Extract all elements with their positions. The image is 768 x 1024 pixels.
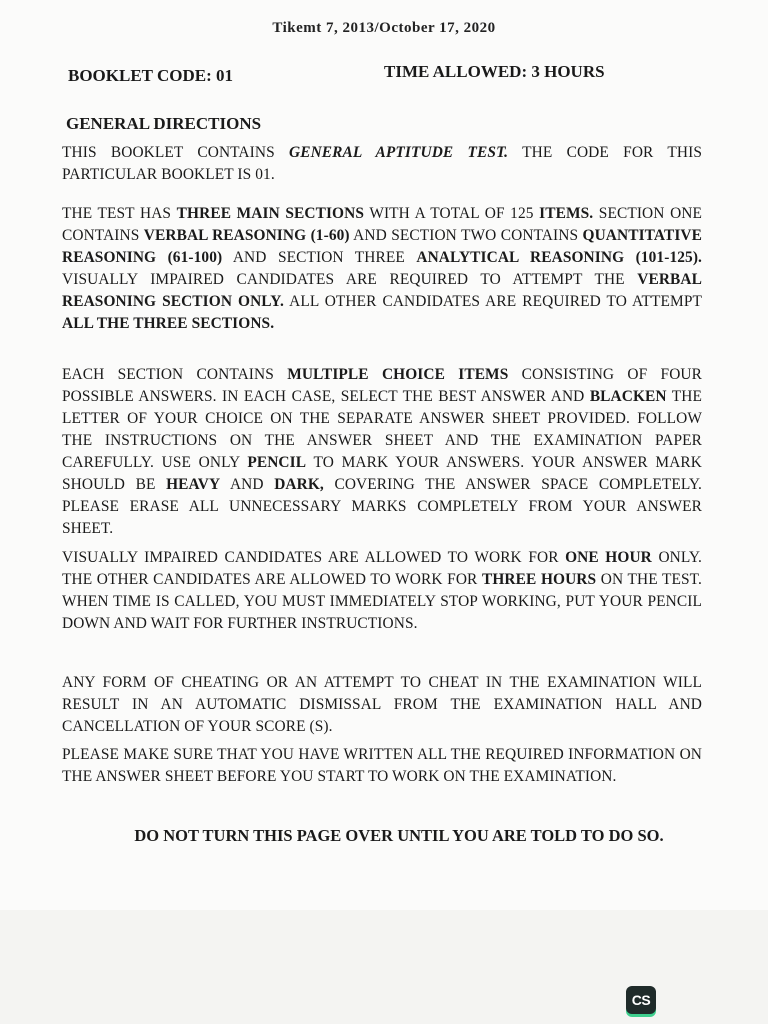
text-run: VISUALLY IMPAIRED CANDIDATES ARE REQUIRED TO ATTEMPT THE — [62, 271, 638, 288]
text-run: EACH SECTION CONTAINS — [62, 366, 288, 383]
emphasis: VERBAL REASONING (1-60) — [143, 227, 350, 244]
text-run: CONSISTING OF FOUR POSSIBLE ANSWERS. IN EACH CASE, SELECT THE BEST ANSWER AND — [62, 366, 703, 405]
header-row — [68, 62, 708, 90]
paragraph-cheating-warning: ANY FORM OF CHEATING OR AN ATTEMPT TO CHEAT IN THE EXAMINATION WILL RESULT IN AN AUTOMATIC DISMISSAL FROM THE EXAMINATION HALL AND CANCELLATION OF YOUR SCORE (S). — [62, 674, 702, 735]
paragraph-test-sections — [62, 203, 702, 335]
emphasis: MULTIPLE CHOICE ITEMS — [287, 366, 509, 383]
text-run: SECTION ONE CONTAINS — [62, 205, 702, 244]
paragraph-answer-sheet-info: PLEASE MAKE SURE THAT YOU HAVE WRITTEN ALL THE REQUIRED INFORMATION ON THE ANSWER SHEET BEFORE YOU START TO WORK ON THE EXAMINATION. — [62, 746, 702, 785]
emphasis: VERBAL REASONING SECTION ONLY. — [62, 271, 702, 310]
text-run: AND SECTION THREE — [222, 249, 417, 266]
text-run: ALL OTHER CANDIDATES ARE REQUIRED TO ATTEMPT — [284, 293, 702, 310]
text-run: COVERING THE ANSWER SPACE COMPLETELY. PLEASE ERASE ALL UNNECESSARY MARKS COMPLETELY FROM YOUR ANSWER SHEET. — [62, 476, 702, 537]
emphasis: QUANTITATIVE REASONING (61-100) — [62, 227, 703, 266]
text-run: ONLY. THE OTHER CANDIDATES ARE ALLOWED TO WORK FOR — [62, 549, 703, 588]
emphasis: HEAVY — [166, 476, 221, 493]
text-run: THE CODE FOR THIS PARTICULAR BOOKLET IS 01. — [62, 144, 702, 183]
text-run: WITH A TOTAL OF 125 — [364, 205, 540, 222]
emphasis: ITEMS. — [539, 205, 594, 222]
emphasis: ALL THE THREE SECTIONS. — [62, 315, 275, 332]
date-line: Tikemt 7, 2013/October 17, 2020 — [272, 20, 496, 36]
camscanner-logo-icon: CS — [626, 986, 656, 1014]
text-run: THE TEST HAS — [62, 205, 177, 222]
text-run: TO MARK YOUR ANSWERS. YOUR ANSWER MARK SHOULD BE — [62, 454, 702, 493]
paragraph-time-limits — [62, 547, 702, 635]
booklet-code: BOOKLET CODE: 01 — [68, 66, 233, 85]
test-name: GENERAL APTITUDE TEST. — [289, 144, 509, 161]
emphasis: THREE HOURS — [481, 571, 597, 588]
paragraph-booklet-contents — [62, 142, 702, 186]
general-directions-heading: GENERAL DIRECTIONS — [66, 114, 262, 133]
text-run: VISUALLY IMPAIRED CANDIDATES ARE ALLOWED TO WORK FOR — [62, 549, 566, 566]
final-instruction: DO NOT TURN THIS PAGE OVER UNTIL YOU ARE TOLD TO DO SO. — [134, 826, 664, 845]
text-run: THIS BOOKLET CONTAINS — [62, 144, 290, 161]
text-run: AND SECTION TWO CONTAINS — [349, 227, 583, 244]
emphasis: THREE MAIN SECTIONS — [176, 205, 365, 222]
text-run: AND — [220, 476, 275, 493]
emphasis: ONE HOUR — [565, 549, 652, 566]
time-allowed: TIME ALLOWED: 3 HOURS — [384, 62, 605, 81]
paragraph-answer-instructions — [62, 364, 702, 540]
text-run: ON THE TEST. WHEN TIME IS CALLED, YOU MUST IMMEDIATELY STOP WORKING, PUT YOUR PENCIL DOWN AND WAIT FOR FURTHER INSTRUCTIONS. — [62, 571, 702, 632]
text-run: THE LETTER OF YOUR CHOICE ON THE SEPARATE ANSWER SHEET PROVIDED. FOLLOW THE INSTRUCTIONS ON THE ANSWER SHEET AND THE EXAMINATION PAPER CAREFULLY. USE ONLY — [62, 388, 702, 471]
emphasis: DARK, — [274, 476, 324, 493]
emphasis: ANALYTICAL REASONING (101-125). — [416, 249, 702, 266]
emphasis: BLACKEN — [589, 388, 667, 405]
emphasis: PENCIL — [247, 454, 307, 471]
